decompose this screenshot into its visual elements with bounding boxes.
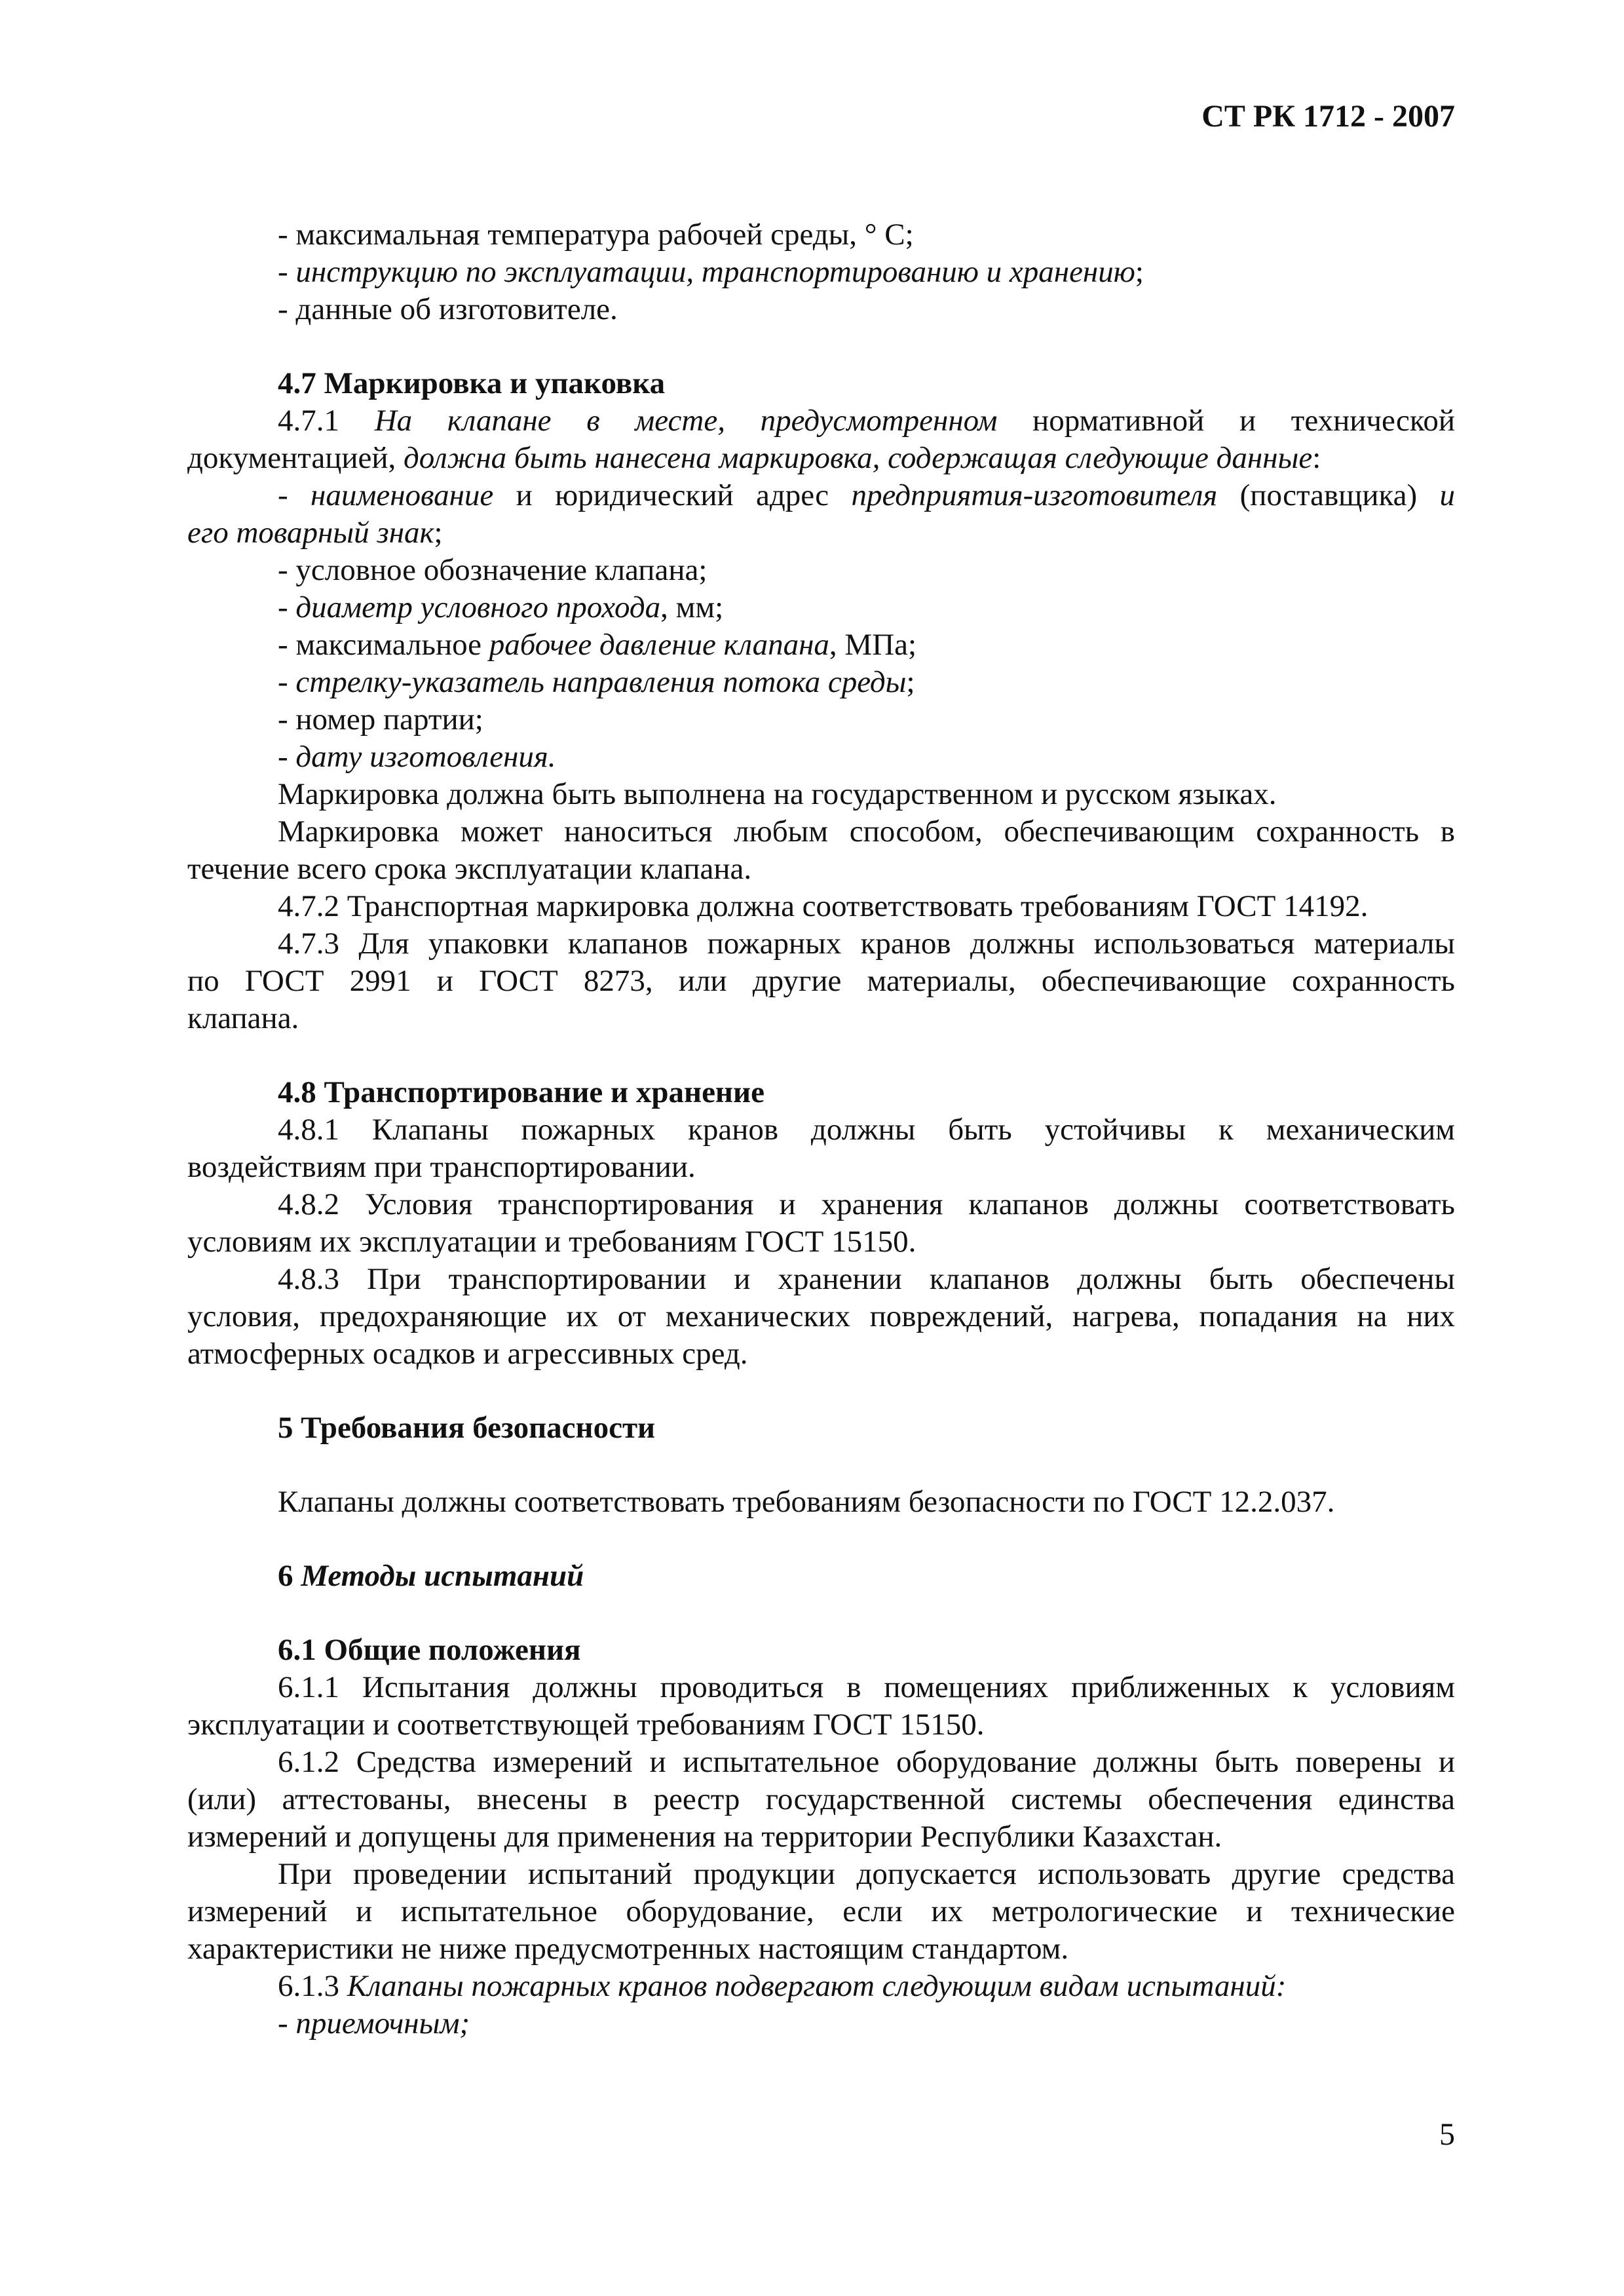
page-number: 5 [1439,2117,1455,2152]
italic-text: предприятия-изготовителя [851,478,1218,512]
paragraph-cont: течение всего срока эксплуатации клапана. [187,852,752,886]
section-number: 6 [278,1559,301,1593]
dash: - [278,740,296,774]
paragraph-4-8-2: 4.8.2 Условия транспортирования и хранения клапанов должны соответствовать [278,1187,1455,1221]
italic-text: должна быть нанесена маркировка, содержащая следующие данные [404,441,1313,475]
list-item: - максимальная температура рабочей среды, ° С; [278,218,914,252]
section-heading-5: 5 Требования безопасности [278,1411,656,1445]
marking-item [278,738,1455,776]
marking-item [278,626,1455,664]
italic-text: его товарный знак [187,516,434,550]
paragraph-4-8-2-cont: условиям их эксплуатации и требованиям ГОСТ 15150. [187,1225,916,1259]
marking-item-name [278,477,1455,514]
text: (поставщика) [1217,478,1440,512]
section-heading-4-7: 4.7 Маркировка и упаковка [278,366,666,400]
text: : [1312,441,1321,475]
section-heading-6 [278,1558,1455,1595]
paragraph-4-8-3: 4.8.3 При транспортировании и хранении клапанов должны быть обеспечены [278,1262,1455,1296]
clause-number: 6.1.3 [278,1969,347,2003]
paragraph-6-1-3 [278,1968,1455,2005]
list-item-italic: - инструкцию по эксплуатации, транспортированию и хранению [278,255,1135,289]
text: документацией, [187,441,404,475]
paragraph-4-8-3-cont: условия, предохраняющие их от механических повреждений, нагрева, попадания на них [187,1299,1455,1333]
text: нормативной и технической [997,404,1455,438]
paragraph-4-7-2: 4.7.2 Транспортная маркировка должна соответствовать требованиям ГОСТ 14192. [278,889,1369,923]
italic-text: дату изготовления. [295,740,556,774]
list-item [278,254,1455,291]
text: - максимальное [278,628,489,662]
italic-text: и [1439,478,1455,512]
paragraph: Маркировка может наноситься любым способом, обеспечивающим сохранность в [278,814,1455,849]
paragraph-4-7-1-cont [187,440,1455,477]
italic-text: На клапане в месте, предусмотренном [374,404,998,438]
paragraph-6-1-2-end: измерений и допущены для применения на территории Республики Казахстан. [187,1820,1222,1854]
marking-item-name-cont [187,514,1455,552]
italic-text: диаметр условного прохода [295,590,661,624]
section-title: Методы испытаний [301,1559,584,1593]
marking-item: - условное обозначение клапана; [278,553,708,587]
paragraph: При проведении испытаний продукции допускается использовать другие средства [278,1857,1455,1891]
paragraph-4-8-3-end: атмосферных осадков и агрессивных сред. [187,1337,748,1371]
paragraph-6-1-2-cont: (или) аттестованы, внесены в реестр государственной системы обеспечения единства [187,1782,1455,1816]
paragraph-6-1-1: 6.1.1 Испытания должны проводиться в помещениях приближенных к условиям [278,1670,1455,1704]
section-heading-4-8: 4.8 Транспортирование и хранение [278,1075,765,1109]
italic-text: наименование [311,478,494,512]
marking-item [278,589,1455,626]
dash: - [278,590,296,624]
clause-number: 4.7.1 [278,404,375,438]
list-item-end: ; [1135,255,1144,289]
marking-item: - номер партии; [278,702,483,737]
text: ; [434,516,443,550]
paragraph-6-1-2: 6.1.2 Средства измерений и испытательное оборудование должны быть поверены и [278,1745,1455,1779]
paragraph-4-8-1: 4.8.1 Клапаны пожарных кранов должны быть устойчивы к механическим [278,1113,1455,1147]
italic-text: стрелку-указатель направления потока среды [295,665,907,699]
italic-text: Клапаны пожарных кранов подвергают следующим видам испытаний: [347,1969,1287,2003]
paragraph-6-1-1-cont: эксплуатации и соответствующей требованиям ГОСТ 15150. [187,1708,985,1742]
list-item: - данные об изготовителе. [278,292,618,326]
test-type-item: - приемочным; [278,2006,470,2040]
marking-item [278,664,1455,701]
paragraph-4-7-3-end: клапана. [187,1001,299,1035]
paragraph: Клапаны должны соответствовать требованиям безопасности по ГОСТ 12.2.037. [278,1485,1335,1519]
text: , МПа; [829,628,917,662]
paragraph-4-8-1-cont: воздействиям при транспортировании. [187,1150,696,1184]
paragraph-4-7-1 [278,402,1455,440]
section-heading-6-1: 6.1 Общие положения [278,1633,581,1667]
dash: - [278,478,311,512]
text: и юридический адрес [493,478,852,512]
text: ; [906,665,915,699]
paragraph: Маркировка должна быть выполнена на государственном и русском языках. [278,777,1277,811]
standard-header: СТ РК 1712 - 2007 [1201,99,1455,134]
paragraph-4-7-3-cont: по ГОСТ 2991 и ГОСТ 8273, или другие материалы, обеспечивающие сохранность [187,964,1455,998]
paragraph-4-7-3: 4.7.3 Для упаковки клапанов пожарных кранов должны использоваться материалы [278,927,1455,961]
dash: - [278,665,296,699]
text: , мм; [660,590,724,624]
paragraph-end: характеристики не ниже предусмотренных настоящим стандартом. [187,1932,1069,1966]
italic-text: рабочее давление клапана [489,628,829,662]
paragraph-cont: измерений и испытательное оборудование, если их метрологические и технические [187,1894,1455,1928]
